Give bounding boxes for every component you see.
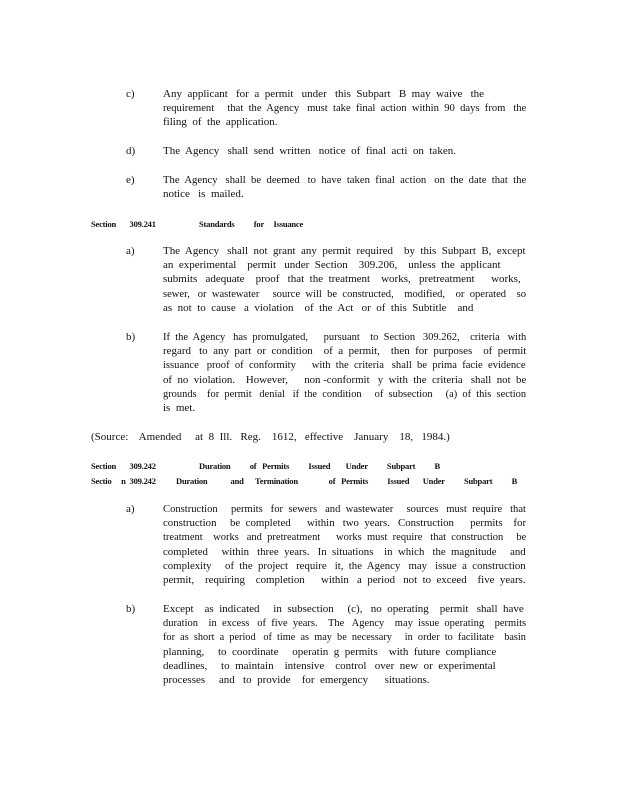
section-number: Section 309.242 — [91, 461, 156, 471]
section-title: Duration and Termination of Permits Issued Under Subpart B — [176, 476, 518, 486]
paragraph-label: b) — [126, 603, 136, 615]
paragraph-line: construction be completed within two years. Construction permits for — [163, 517, 527, 530]
paragraph-line: regard to any part or condition of a permit, then for purposes of permit — [163, 345, 527, 358]
paragraph-line: issuance proof of conformity with the criteria shall be prima facie evidence — [163, 359, 526, 372]
paragraph-line: as not to cause a violation of the Act or of this Subtitle and — [163, 301, 474, 314]
paragraph-label: a) — [126, 503, 135, 515]
paragraph-line: Any applicant for a permit under this Subpart B may waive the — [163, 88, 485, 100]
paragraph-line: complexity of the project require it, the Agency may issue a construction — [163, 559, 526, 572]
paragraph-line: The Agency shall send written notice of final acti on taken. — [163, 145, 456, 157]
section-title: Standards for Issuance — [199, 219, 304, 229]
paragraph-line: requirement that the Agency must take final action within 90 days from the — [163, 102, 527, 115]
paragraph-line: deadlines, to maintain intensive control over new or experimental — [163, 659, 496, 672]
paragraph-line: filing of the application. — [163, 116, 278, 129]
paragraph-line: submits adequate proof that the treatment works, pretreatment works, — [163, 273, 521, 286]
paragraph-line: permit, requiring completion within a period not to exceed five years. — [163, 574, 526, 586]
paragraph-line: is met. — [163, 402, 196, 414]
paragraph-line: duration in excess of five years. The Agency may issue operating permits — [163, 617, 527, 630]
paragraph-label: e) — [126, 174, 135, 186]
paragraph-line: sewer, or wastewater source will be constructed, modified, or operated so — [163, 287, 527, 300]
paragraph-line: planning, to coordinate operatin g permits with future compliance — [163, 645, 497, 658]
paragraph-label: d) — [126, 145, 136, 157]
paragraph-line: notice is mailed. — [163, 188, 244, 201]
paragraph-line: treatment works and pretreatment works must require that construction be — [163, 531, 527, 544]
source-note: (Source: Amended at 8 Ill. Reg. 1612, effective January 18, 1984.) — [91, 431, 450, 443]
paragraph-line: If the Agency has promulgated, pursuant to Section 309.262, criteria with — [163, 331, 527, 343]
paragraph-line: processes and to provide for emergency situations. — [163, 674, 430, 686]
paragraph-line: The Agency shall be deemed to have taken final action on the date that the — [163, 174, 527, 186]
paragraph-label: c) — [126, 88, 135, 100]
section-number: Section 309.241 — [91, 219, 156, 229]
paragraph-line: completed within three years. In situations in which the magnitude and — [163, 545, 526, 558]
paragraph-line: grounds for permit denial if the condition of subsection (a) of this section — [163, 387, 527, 400]
paragraph-line: for as short a period of time as may be necessary in order to facilitate basin — [163, 631, 526, 644]
paragraph-label: b) — [126, 331, 136, 343]
section-number: Sectio n 309.242 — [91, 476, 156, 486]
paragraph-line: an experimental permit under Section 309.206, unless the applicant — [163, 259, 501, 272]
section-title: Duration of Permits Issued Under Subpart B — [199, 461, 440, 471]
paragraph-line: The Agency shall not grant any permit required by this Subpart B, except — [163, 245, 526, 257]
paragraph-line: Construction permits for sewers and wastewater sources must require that — [163, 503, 526, 515]
paragraph-label: a) — [126, 245, 135, 257]
paragraph-line: of no violation. However, non -conformit y with the criteria shall not be — [163, 373, 527, 386]
paragraph-line: Except as indicated in subsection (c), no operating permit shall have — [163, 603, 524, 615]
